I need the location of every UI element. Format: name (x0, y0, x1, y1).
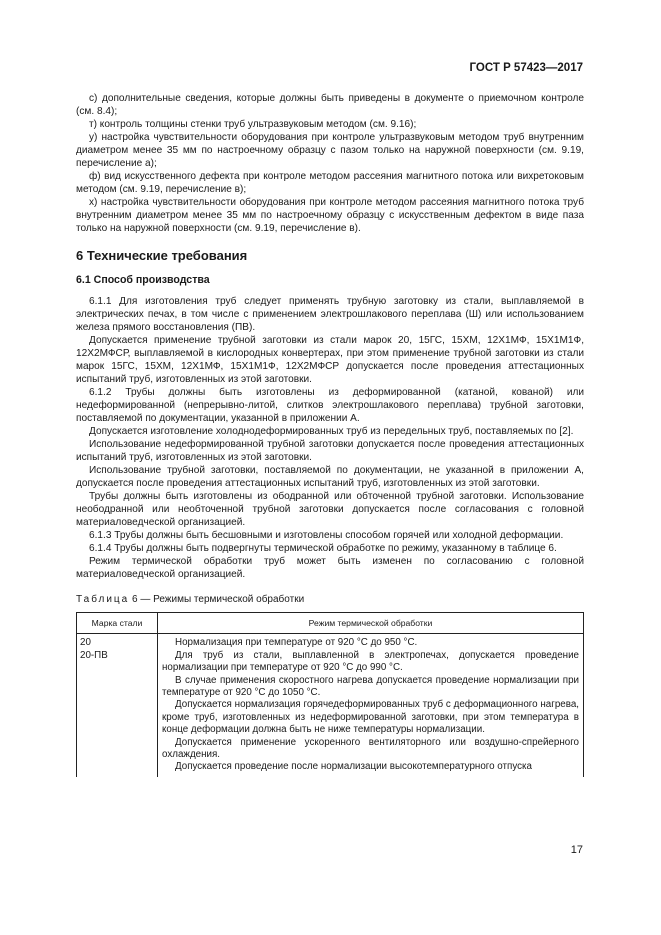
section-title: 6 Технические требования (76, 248, 248, 263)
regime-line: Нормализация при температуре от 920 °С до 950 °С. (175, 637, 418, 649)
paragraph: 6.1.1 Для изготовления труб следует применять трубную заготовку из стали, выплавляемой в электрических печах, в том числе с применением электрошлакового переплава (Ш) или использованием железа прямого восстановления (ПВ). (76, 296, 584, 333)
table-row (77, 634, 584, 777)
list-item: т) контроль толщины стенки труб ультразвуковым методом (см. 9.16); (89, 119, 417, 130)
list-item: с) дополнительные сведения, которые должны быть приведены в документе о приемочном контроле (см. 8.4); (76, 93, 584, 117)
page-number: 17 (570, 844, 583, 856)
heat-treatment-table (76, 612, 584, 777)
paragraph: 6.1.3 Трубы должны быть бесшовными и изготовлены способом горячей или холодной деформации. (89, 530, 564, 541)
column-header-treatment-regime: Режим термической обработки (158, 613, 584, 634)
regime-line: Допускается нормализация горячедеформированных труб с деформационного нагрева, кроме труб, изготовленных из недеформированной заготовки, при этом температура в конце деформации должна быть не ниже температуры нормализации. (162, 699, 579, 736)
table-caption (76, 593, 584, 606)
list-item: ф) вид искусственного дефекта при контроле методом рассеяния магнитного потока или вихретоковым методом (см. 9.19, перечисление в); (76, 171, 584, 195)
paragraph: Использование недеформированной трубной заготовки допускается после проведения аттестационных испытаний труб, изготовленных из этой заготовки. (76, 439, 584, 463)
paragraph: Режим термической обработки труб может быть изменен по согласованию с головной материаловедческой организацией. (76, 556, 584, 580)
steel-grade: 20-ПВ (80, 649, 108, 661)
list-item: у) настройка чувствительности оборудования при контроле ультразвуковым методом труб внутренним диаметром менее 35 мм по настроечному образцу с пазом только на наружной поверхности (см. 9.19, перечисление а); (76, 132, 584, 169)
steel-grade: 20 (80, 637, 91, 649)
paragraph: Использование трубной заготовки, поставляемой по документации, не указанной в приложении А, допускается после проведения аттестационных испытаний труб, изготовленных из этой заготовки. (76, 465, 584, 489)
regime-line: Допускается применение ускоренного вентиляторного или воздушно-спрейерного охлаждения. (162, 736, 579, 761)
table-caption-text: 6 — Режимы термической обработки (129, 594, 305, 605)
paragraph: 6.1.4 Трубы должны быть подвергнуты термической обработке по режиму, указанному в таблице 6. (89, 543, 557, 554)
steel-grade-cell (77, 634, 158, 777)
paragraph: Трубы должны быть изготовлены из ободранной или обточенной трубной заготовки. Использование неободранной или необточенной трубной заготовки допускается после согласования с головной материаловедческой организацией. (76, 491, 584, 528)
column-header-steel-grade: Марка стали (77, 613, 158, 634)
paragraph: 6.1.2 Трубы должны быть изготовлены из деформированной (катаной, кованой) или недеформированной (непрерывно-литой, слитков электрошлакового переплава) трубной заготовки, поставляемой по документации, указанной в приложении А. (76, 387, 584, 424)
subsection-title: 6.1 Способ производства (76, 274, 210, 286)
regime-line: В случае применения скоростного нагрева допускается проведение нормализации при температуре от 920 °С до 1050 °С. (162, 674, 579, 699)
list-item: х) настройка чувствительности оборудования при контроле методом рассеяния магнитного потока труб внутренним диаметром менее 35 мм по настроечному образцу с искусственным дефектом в виде паза только на наружной поверхности (см. 9.19, перечисление в). (76, 197, 584, 234)
paragraph: Допускается применение трубной заготовки из стали марок 20, 15ГС, 15ХМ, 12Х1МФ, 15Х1М1Ф, 12Х2МФСР, выплавляемой в кислородных конвертерах, при этом применение трубной заготовки из стали марок 15ГС, 15ХМ, 12Х1МФ, 15Х1М1Ф, 12Х2МФСР допускается после проведения аттестационных испытаний труб, изготовленных из этой заготовки. (76, 335, 584, 385)
standard-code-header: ГОСТ Р 57423—2017 (469, 62, 583, 74)
document-body (76, 92, 584, 777)
regime-line: Допускается проведение после нормализации высокотемпературного отпуска (175, 761, 532, 773)
treatment-regime-cell (158, 634, 584, 777)
table-caption-word: Таблица (76, 594, 130, 605)
paragraph: Допускается изготовление холоднодеформированных труб из передельных труб, поставляемых по [2]. (89, 426, 574, 437)
regime-line: Для труб из стали, выплавленной в электропечах, допускается проведение нормализации при температуре от 920 °С до 990 °С. (162, 649, 579, 674)
